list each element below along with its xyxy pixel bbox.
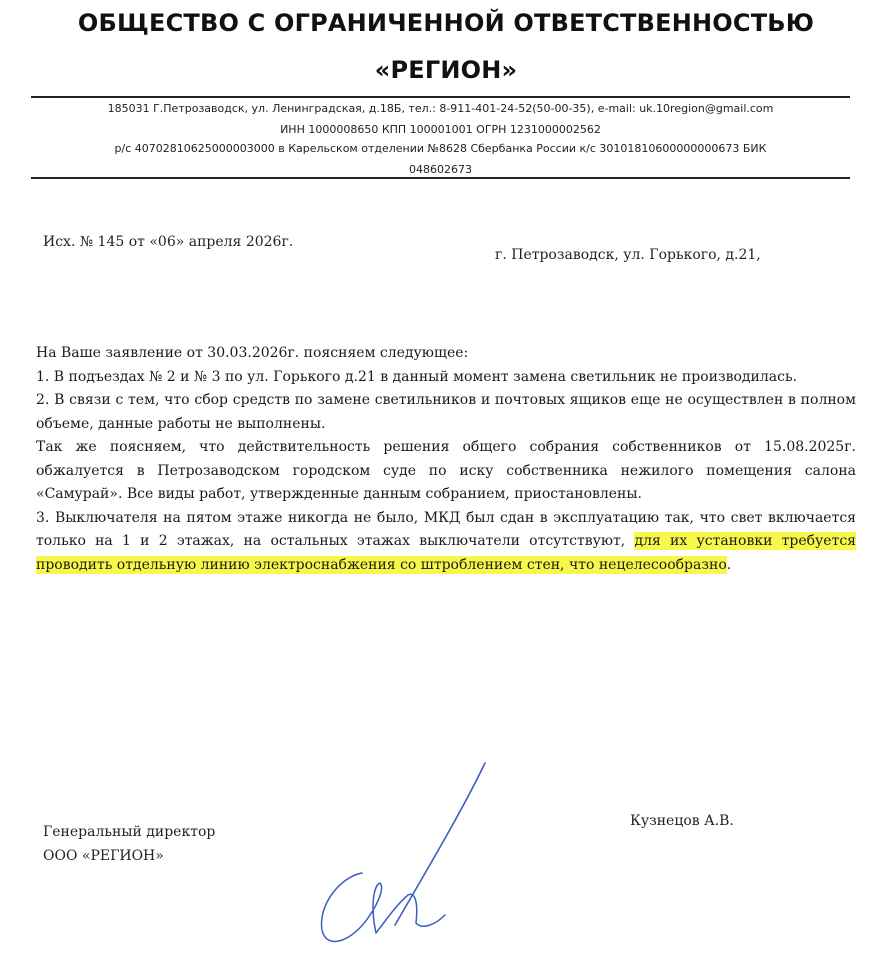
intro-paragraph: На Ваше заявление от 30.03.2026г. поясняем следующее: [36, 345, 469, 361]
letter-body [36, 342, 856, 577]
note-paragraph: Так же поясняем, что действительность решения общего собрания собственников от 15.08.2025г. обжалуется в Петрозаводском городском суде по иску собственника нежилого помещения салона «Самурай». Все виды работ, утвержденные данным собранием, приостановлены. [36, 439, 856, 502]
handwritten-signature [300, 755, 520, 955]
outgoing-reference: Исх. № 145 от «06» апреля 2026г. [43, 234, 294, 250]
letterhead-top-rule [31, 96, 850, 98]
recipient-address: г. Петрозаводск, ул. Горького, д.21, [495, 247, 761, 263]
highlighted-text: для их установки требуется проводить отдельную линию электроснабжения со штроблением стен, что нецелесообразно [36, 533, 856, 573]
signer-name: Кузнецов А.В. [630, 813, 734, 829]
company-name-line1: ОБЩЕСТВО С ОГРАНИЧЕННОЙ ОТВЕТСТВЕННОСТЬЮ [77, 9, 815, 37]
registration-line: ИНН 1000008650 КПП 100001001 ОГРН 1231000002562 [280, 123, 601, 136]
bik-line: 048602673 [409, 163, 472, 176]
point-3-text: 3. Выключателя на пятом этаже никогда не было, МКД был сдан в эксплуатацию так, что свет включается только на 1 и 2 этажах, на остальных этажах выключатели отсутствуют, [36, 509, 856, 549]
letterhead-bottom-rule [31, 177, 850, 179]
point-1-paragraph: 1. В подъездах № 2 и № 3 по ул. Горького д.21 в данный момент замена светильник не производилась. [36, 368, 798, 385]
signer-title [43, 820, 215, 868]
signer-position: Генеральный директор [43, 824, 216, 840]
bank-details-line: р/с 40702810625000003000 в Карельском отделении №8628 Сбербанка России к/с 30101810600000000673 БИК [114, 142, 767, 155]
company-name-line2: «РЕГИОН» [374, 56, 518, 84]
signer-company: ООО «РЕГИОН» [43, 848, 164, 864]
contact-line: 185031 Г.Петрозаводск, ул. Ленинградская, д.18Б, тел.: 8-911-401-24-52(50-00-35), e-mail: uk.10region@gmail.com [107, 102, 774, 115]
point-3-end: . [726, 556, 732, 573]
point-3-paragraph [36, 507, 856, 578]
point-2-paragraph: 2. В связи с тем, что сбор средств по замене светильников и почтовых ящиков еще не осуществлен в полном объеме, данные работы не выполнены. [36, 392, 856, 432]
